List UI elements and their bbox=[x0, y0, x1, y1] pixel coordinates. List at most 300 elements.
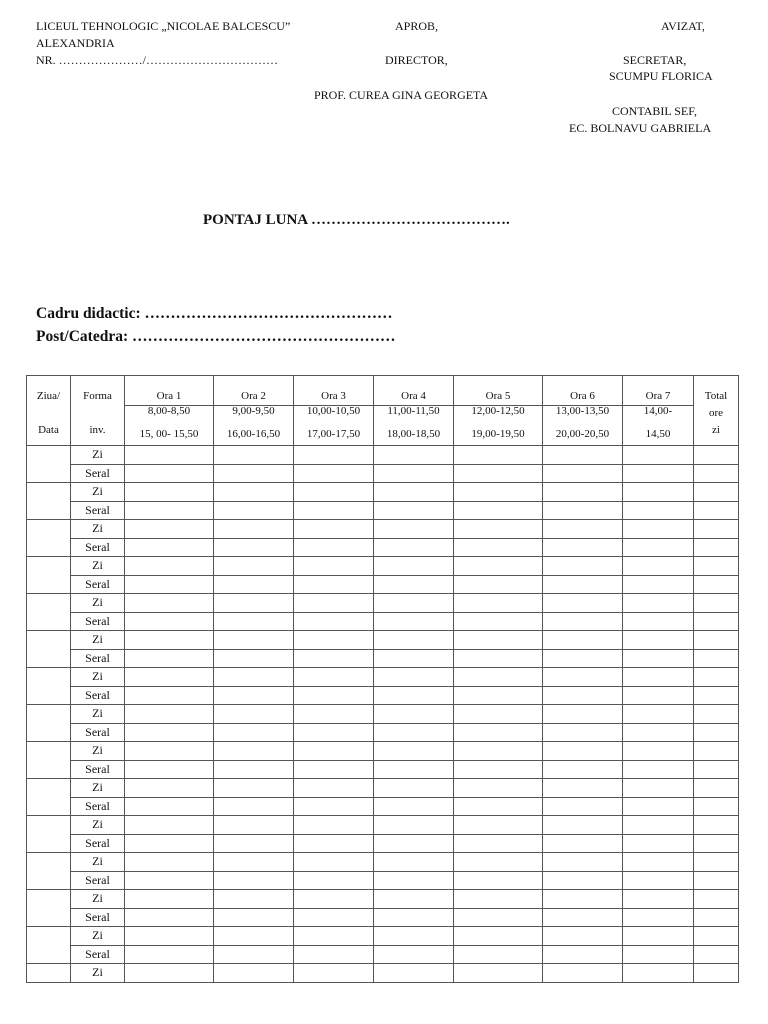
hour-cell[interactable] bbox=[454, 649, 543, 668]
hour-cell[interactable] bbox=[125, 483, 214, 502]
day-date-cell[interactable] bbox=[27, 742, 71, 779]
header-divider bbox=[623, 405, 693, 406]
hour-cell[interactable] bbox=[623, 446, 694, 465]
hour-cell[interactable] bbox=[125, 575, 214, 594]
ora-label: Ora 5 bbox=[485, 390, 511, 402]
school-name: LICEUL TEHNOLOGIC „NICOLAE BALCESCU” bbox=[36, 19, 291, 33]
day-date-cell[interactable] bbox=[27, 779, 71, 816]
hour-cell[interactable] bbox=[214, 594, 294, 613]
day-date-cell[interactable] bbox=[27, 927, 71, 964]
hour-cell[interactable] bbox=[543, 853, 623, 872]
hour-cell[interactable] bbox=[294, 631, 374, 650]
hour-cell[interactable] bbox=[623, 779, 694, 798]
hour-cell[interactable] bbox=[294, 501, 374, 520]
hour-cell[interactable] bbox=[294, 538, 374, 557]
hour-cell[interactable] bbox=[543, 686, 623, 705]
hour-cell[interactable] bbox=[543, 964, 623, 983]
hour-cell[interactable] bbox=[125, 594, 214, 613]
hour-cell[interactable] bbox=[374, 668, 454, 687]
total-cell[interactable] bbox=[694, 760, 739, 779]
hour-cell[interactable] bbox=[294, 797, 374, 816]
day-date-cell[interactable] bbox=[27, 964, 71, 983]
hour-cell[interactable] bbox=[543, 834, 623, 853]
hour-cell[interactable] bbox=[374, 853, 454, 872]
total-cell[interactable] bbox=[694, 464, 739, 483]
hour-cell[interactable] bbox=[543, 612, 623, 631]
hour-cell[interactable] bbox=[374, 483, 454, 502]
hour-cell[interactable] bbox=[454, 816, 543, 835]
hour-cell[interactable] bbox=[214, 649, 294, 668]
day-date-cell[interactable] bbox=[27, 557, 71, 594]
table-row bbox=[27, 446, 739, 465]
hour-cell[interactable] bbox=[623, 816, 694, 835]
hour-cell[interactable] bbox=[543, 446, 623, 465]
hour-cell[interactable] bbox=[623, 871, 694, 890]
hour-cell[interactable] bbox=[374, 742, 454, 761]
table-row bbox=[27, 742, 739, 761]
form-cell: Seral bbox=[71, 723, 125, 742]
form-cell: Seral bbox=[71, 871, 125, 890]
day-date-cell[interactable] bbox=[27, 483, 71, 520]
hour-cell[interactable] bbox=[543, 594, 623, 613]
hour-cell[interactable] bbox=[454, 964, 543, 983]
hour-cell[interactable] bbox=[543, 668, 623, 687]
ora-label: Ora 2 bbox=[241, 390, 266, 402]
hour-cell[interactable] bbox=[623, 908, 694, 927]
hour-cell[interactable] bbox=[214, 557, 294, 576]
hour-cell[interactable] bbox=[294, 649, 374, 668]
table-row bbox=[27, 631, 739, 650]
hour-cell[interactable] bbox=[374, 612, 454, 631]
hour-cell[interactable] bbox=[374, 631, 454, 650]
hour-cell[interactable] bbox=[543, 520, 623, 539]
hour-cell[interactable] bbox=[374, 520, 454, 539]
hour-cell[interactable] bbox=[125, 668, 214, 687]
secretar-label: SECRETAR, bbox=[623, 53, 687, 67]
hour-cell[interactable] bbox=[623, 575, 694, 594]
hour-cell[interactable] bbox=[454, 686, 543, 705]
hour-cell[interactable] bbox=[454, 797, 543, 816]
ora-evening-interval: 15, 00- 15,50 bbox=[139, 428, 199, 440]
hour-cell[interactable] bbox=[454, 723, 543, 742]
hour-cell[interactable] bbox=[214, 853, 294, 872]
hour-cell[interactable] bbox=[125, 908, 214, 927]
hour-cell[interactable] bbox=[294, 816, 374, 835]
hour-cell[interactable] bbox=[623, 760, 694, 779]
hour-cell[interactable] bbox=[294, 945, 374, 964]
day-date-cell[interactable] bbox=[27, 520, 71, 557]
hour-cell[interactable] bbox=[125, 557, 214, 576]
total-cell[interactable] bbox=[694, 594, 739, 613]
total-cell[interactable] bbox=[694, 649, 739, 668]
hour-cell[interactable] bbox=[294, 668, 374, 687]
total-cell[interactable] bbox=[694, 742, 739, 761]
hour-cell[interactable] bbox=[214, 686, 294, 705]
total-cell[interactable] bbox=[694, 705, 739, 724]
hour-cell[interactable] bbox=[294, 834, 374, 853]
table-row bbox=[27, 853, 739, 872]
hour-cell[interactable] bbox=[125, 871, 214, 890]
hour-cell[interactable] bbox=[454, 557, 543, 576]
hour-cell[interactable] bbox=[374, 649, 454, 668]
hour-cell[interactable] bbox=[294, 723, 374, 742]
hour-cell[interactable] bbox=[214, 520, 294, 539]
hour-cell[interactable] bbox=[294, 871, 374, 890]
hour-cell[interactable] bbox=[454, 446, 543, 465]
hour-cell[interactable] bbox=[454, 612, 543, 631]
hour-cell[interactable] bbox=[374, 834, 454, 853]
hour-cell[interactable] bbox=[125, 520, 214, 539]
hour-cell[interactable] bbox=[125, 853, 214, 872]
hour-cell[interactable] bbox=[543, 816, 623, 835]
form-cell: Zi bbox=[71, 705, 125, 724]
hour-cell[interactable] bbox=[543, 723, 623, 742]
hour-cell[interactable] bbox=[294, 742, 374, 761]
hour-cell[interactable] bbox=[214, 464, 294, 483]
total-cell[interactable] bbox=[694, 927, 739, 946]
total-cell[interactable] bbox=[694, 723, 739, 742]
header-divider bbox=[454, 405, 542, 406]
hour-cell[interactable] bbox=[214, 964, 294, 983]
hour-cell[interactable] bbox=[623, 649, 694, 668]
hour-cell[interactable] bbox=[623, 686, 694, 705]
hour-cell[interactable] bbox=[125, 612, 214, 631]
hour-cell[interactable] bbox=[294, 760, 374, 779]
hour-cell[interactable] bbox=[623, 464, 694, 483]
hour-cell[interactable] bbox=[294, 483, 374, 502]
ora-label: Ora 7 bbox=[645, 390, 671, 402]
hour-cell[interactable] bbox=[543, 945, 623, 964]
hour-cell[interactable] bbox=[125, 927, 214, 946]
hour-cell[interactable] bbox=[125, 760, 214, 779]
ora-morning-interval: 10,00-10,50 bbox=[306, 405, 361, 417]
col-ore-label: ore bbox=[708, 407, 724, 419]
hour-cell[interactable] bbox=[374, 908, 454, 927]
form-cell: Seral bbox=[71, 945, 125, 964]
hour-cell[interactable] bbox=[125, 834, 214, 853]
hour-cell[interactable] bbox=[623, 797, 694, 816]
avizat-label: AVIZAT, bbox=[661, 19, 705, 33]
total-cell[interactable] bbox=[694, 686, 739, 705]
total-cell[interactable] bbox=[694, 797, 739, 816]
hour-cell[interactable] bbox=[125, 964, 214, 983]
hour-cell[interactable] bbox=[543, 464, 623, 483]
hour-cell[interactable] bbox=[125, 446, 214, 465]
total-cell[interactable] bbox=[694, 890, 739, 909]
hour-cell[interactable] bbox=[543, 908, 623, 927]
hour-cell[interactable] bbox=[374, 575, 454, 594]
hour-cell[interactable] bbox=[623, 853, 694, 872]
hour-cell[interactable] bbox=[294, 520, 374, 539]
total-cell[interactable] bbox=[694, 575, 739, 594]
hour-cell[interactable] bbox=[543, 705, 623, 724]
col-data-label: Data bbox=[38, 424, 59, 436]
hour-cell[interactable] bbox=[543, 779, 623, 798]
hour-cell[interactable] bbox=[214, 760, 294, 779]
hour-cell[interactable] bbox=[214, 538, 294, 557]
hour-cell[interactable] bbox=[374, 446, 454, 465]
hour-cell[interactable] bbox=[294, 446, 374, 465]
day-date-cell[interactable] bbox=[27, 594, 71, 631]
hour-cell[interactable] bbox=[125, 945, 214, 964]
hour-cell[interactable] bbox=[374, 723, 454, 742]
form-cell: Seral bbox=[71, 649, 125, 668]
hour-cell[interactable] bbox=[294, 594, 374, 613]
hour-cell[interactable] bbox=[294, 705, 374, 724]
hour-cell[interactable] bbox=[623, 557, 694, 576]
contabil-label: CONTABIL SEF, bbox=[612, 104, 697, 118]
hour-cell[interactable] bbox=[214, 612, 294, 631]
hour-cell[interactable] bbox=[214, 742, 294, 761]
day-date-cell[interactable] bbox=[27, 816, 71, 853]
hour-cell[interactable] bbox=[543, 557, 623, 576]
table-row bbox=[27, 464, 739, 483]
hour-cell[interactable] bbox=[294, 908, 374, 927]
hour-cell[interactable] bbox=[623, 538, 694, 557]
ora-morning-interval: 12,00-12,50 bbox=[471, 405, 525, 417]
hour-cell[interactable] bbox=[294, 927, 374, 946]
hour-cell[interactable] bbox=[454, 520, 543, 539]
hour-cell[interactable] bbox=[374, 797, 454, 816]
hour-cell[interactable] bbox=[543, 649, 623, 668]
hour-cell[interactable] bbox=[374, 816, 454, 835]
hour-cell[interactable] bbox=[214, 575, 294, 594]
form-cell: Seral bbox=[71, 834, 125, 853]
hour-cell[interactable] bbox=[214, 631, 294, 650]
hour-cell[interactable] bbox=[454, 575, 543, 594]
ora-evening-interval: 18,00-18,50 bbox=[386, 428, 441, 440]
hour-cell[interactable] bbox=[623, 501, 694, 520]
hour-cell[interactable] bbox=[214, 908, 294, 927]
hour-cell[interactable] bbox=[294, 686, 374, 705]
total-cell[interactable] bbox=[694, 538, 739, 557]
hour-cell[interactable] bbox=[214, 927, 294, 946]
hour-cell[interactable] bbox=[454, 853, 543, 872]
hour-cell[interactable] bbox=[543, 890, 623, 909]
hour-cell[interactable] bbox=[623, 594, 694, 613]
day-date-cell[interactable] bbox=[27, 446, 71, 483]
header-divider bbox=[125, 405, 213, 406]
hour-cell[interactable] bbox=[454, 890, 543, 909]
hour-cell[interactable] bbox=[623, 834, 694, 853]
hour-cell[interactable] bbox=[543, 501, 623, 520]
day-date-cell[interactable] bbox=[27, 631, 71, 668]
hour-cell[interactable] bbox=[125, 538, 214, 557]
total-cell[interactable] bbox=[694, 834, 739, 853]
hour-cell[interactable] bbox=[214, 446, 294, 465]
hour-cell[interactable] bbox=[125, 501, 214, 520]
col-ora-2 bbox=[214, 376, 294, 446]
total-cell[interactable] bbox=[694, 520, 739, 539]
hour-cell[interactable] bbox=[543, 760, 623, 779]
hour-cell[interactable] bbox=[374, 557, 454, 576]
hour-cell[interactable] bbox=[454, 927, 543, 946]
hour-cell[interactable] bbox=[623, 668, 694, 687]
hour-cell[interactable] bbox=[214, 945, 294, 964]
secretar-name: SCUMPU FLORICA bbox=[609, 69, 713, 83]
hour-cell[interactable] bbox=[294, 612, 374, 631]
hour-cell[interactable] bbox=[125, 816, 214, 835]
hour-cell[interactable] bbox=[543, 927, 623, 946]
hour-cell[interactable] bbox=[454, 464, 543, 483]
hour-cell[interactable] bbox=[125, 649, 214, 668]
hour-cell[interactable] bbox=[214, 483, 294, 502]
hour-cell[interactable] bbox=[623, 945, 694, 964]
hour-cell[interactable] bbox=[374, 705, 454, 724]
hour-cell[interactable] bbox=[454, 668, 543, 687]
table-row bbox=[27, 834, 739, 853]
hour-cell[interactable] bbox=[294, 575, 374, 594]
total-cell[interactable] bbox=[694, 668, 739, 687]
hour-cell[interactable] bbox=[623, 890, 694, 909]
total-cell[interactable] bbox=[694, 446, 739, 465]
hour-cell[interactable] bbox=[374, 760, 454, 779]
total-cell[interactable] bbox=[694, 779, 739, 798]
total-cell[interactable] bbox=[694, 557, 739, 576]
hour-cell[interactable] bbox=[623, 631, 694, 650]
hour-cell[interactable] bbox=[543, 575, 623, 594]
total-cell[interactable] bbox=[694, 631, 739, 650]
hour-cell[interactable] bbox=[623, 742, 694, 761]
header-row bbox=[27, 376, 739, 446]
hour-cell[interactable] bbox=[374, 686, 454, 705]
hour-cell[interactable] bbox=[125, 779, 214, 798]
hour-cell[interactable] bbox=[125, 742, 214, 761]
total-cell[interactable] bbox=[694, 501, 739, 520]
hour-cell[interactable] bbox=[623, 483, 694, 502]
hour-cell[interactable] bbox=[623, 520, 694, 539]
hour-cell[interactable] bbox=[374, 538, 454, 557]
director-name: PROF. CUREA GINA GEORGETA bbox=[314, 88, 489, 102]
hour-cell[interactable] bbox=[623, 612, 694, 631]
hour-cell[interactable] bbox=[214, 501, 294, 520]
hour-cell[interactable] bbox=[454, 501, 543, 520]
day-date-cell[interactable] bbox=[27, 890, 71, 927]
total-cell[interactable] bbox=[694, 483, 739, 502]
hour-cell[interactable] bbox=[454, 760, 543, 779]
total-cell[interactable] bbox=[694, 945, 739, 964]
hour-cell[interactable] bbox=[125, 705, 214, 724]
hour-cell[interactable] bbox=[543, 742, 623, 761]
day-date-cell[interactable] bbox=[27, 853, 71, 890]
total-cell[interactable] bbox=[694, 871, 739, 890]
total-cell[interactable] bbox=[694, 816, 739, 835]
hour-cell[interactable] bbox=[374, 945, 454, 964]
hour-cell[interactable] bbox=[454, 742, 543, 761]
total-cell[interactable] bbox=[694, 853, 739, 872]
hour-cell[interactable] bbox=[623, 705, 694, 724]
hour-cell[interactable] bbox=[623, 723, 694, 742]
hour-cell[interactable] bbox=[374, 779, 454, 798]
hour-cell[interactable] bbox=[374, 594, 454, 613]
ora-evening-interval: 14,50 bbox=[645, 428, 671, 440]
ora-evening-interval: 19,00-19,50 bbox=[471, 428, 525, 440]
hour-cell[interactable] bbox=[125, 723, 214, 742]
hour-cell[interactable] bbox=[294, 890, 374, 909]
hour-cell[interactable] bbox=[543, 483, 623, 502]
hour-cell[interactable] bbox=[374, 964, 454, 983]
director-label: DIRECTOR, bbox=[385, 53, 448, 67]
hour-cell[interactable] bbox=[454, 705, 543, 724]
form-cell: Zi bbox=[71, 927, 125, 946]
table-row bbox=[27, 501, 739, 520]
hour-cell[interactable] bbox=[294, 464, 374, 483]
hour-cell[interactable] bbox=[294, 557, 374, 576]
hour-cell[interactable] bbox=[214, 797, 294, 816]
hour-cell[interactable] bbox=[214, 816, 294, 835]
hour-cell[interactable] bbox=[294, 853, 374, 872]
hour-cell[interactable] bbox=[543, 538, 623, 557]
hour-cell[interactable] bbox=[125, 686, 214, 705]
table-row bbox=[27, 686, 739, 705]
hour-cell[interactable] bbox=[543, 871, 623, 890]
hour-cell[interactable] bbox=[454, 871, 543, 890]
hour-cell[interactable] bbox=[374, 927, 454, 946]
timesheet-table bbox=[26, 375, 739, 983]
col-ora-3 bbox=[294, 376, 374, 446]
hour-cell[interactable] bbox=[294, 964, 374, 983]
hour-cell[interactable] bbox=[543, 797, 623, 816]
hour-cell[interactable] bbox=[125, 464, 214, 483]
hour-cell[interactable] bbox=[125, 890, 214, 909]
hour-cell[interactable] bbox=[454, 594, 543, 613]
hour-cell[interactable] bbox=[214, 871, 294, 890]
hour-cell[interactable] bbox=[374, 871, 454, 890]
day-date-cell[interactable] bbox=[27, 705, 71, 742]
col-forma-inv bbox=[71, 376, 125, 446]
total-cell[interactable] bbox=[694, 612, 739, 631]
table-row bbox=[27, 705, 739, 724]
hour-cell[interactable] bbox=[214, 834, 294, 853]
total-cell[interactable] bbox=[694, 964, 739, 983]
hour-cell[interactable] bbox=[214, 890, 294, 909]
hour-cell[interactable] bbox=[454, 483, 543, 502]
hour-cell[interactable] bbox=[454, 834, 543, 853]
hour-cell[interactable] bbox=[623, 964, 694, 983]
hour-cell[interactable] bbox=[214, 668, 294, 687]
col-ziua-data bbox=[27, 376, 71, 446]
hour-cell[interactable] bbox=[125, 631, 214, 650]
total-cell[interactable] bbox=[694, 908, 739, 927]
cadru-didactic-field: Cadru didactic: ………………………………………… bbox=[36, 305, 393, 322]
col-total-label: Total bbox=[704, 390, 728, 402]
hour-cell[interactable] bbox=[374, 890, 454, 909]
col-ora-4 bbox=[374, 376, 454, 446]
hour-cell[interactable] bbox=[125, 797, 214, 816]
hour-cell[interactable] bbox=[214, 705, 294, 724]
ora-morning-interval: 11,00-11,50 bbox=[387, 405, 440, 417]
hour-cell[interactable] bbox=[623, 927, 694, 946]
col-forma-label: Forma bbox=[83, 390, 112, 402]
hour-cell[interactable] bbox=[214, 723, 294, 742]
hour-cell[interactable] bbox=[454, 779, 543, 798]
hour-cell[interactable] bbox=[374, 464, 454, 483]
hour-cell[interactable] bbox=[454, 908, 543, 927]
day-date-cell[interactable] bbox=[27, 668, 71, 705]
form-cell: Seral bbox=[71, 464, 125, 483]
form-cell: Seral bbox=[71, 612, 125, 631]
table-row bbox=[27, 760, 739, 779]
hour-cell[interactable] bbox=[294, 779, 374, 798]
hour-cell[interactable] bbox=[214, 779, 294, 798]
hour-cell[interactable] bbox=[374, 501, 454, 520]
form-cell: Zi bbox=[71, 816, 125, 835]
ora-label: Ora 6 bbox=[570, 390, 595, 402]
hour-cell[interactable] bbox=[454, 538, 543, 557]
hour-cell[interactable] bbox=[454, 631, 543, 650]
hour-cell[interactable] bbox=[543, 631, 623, 650]
hour-cell[interactable] bbox=[454, 945, 543, 964]
